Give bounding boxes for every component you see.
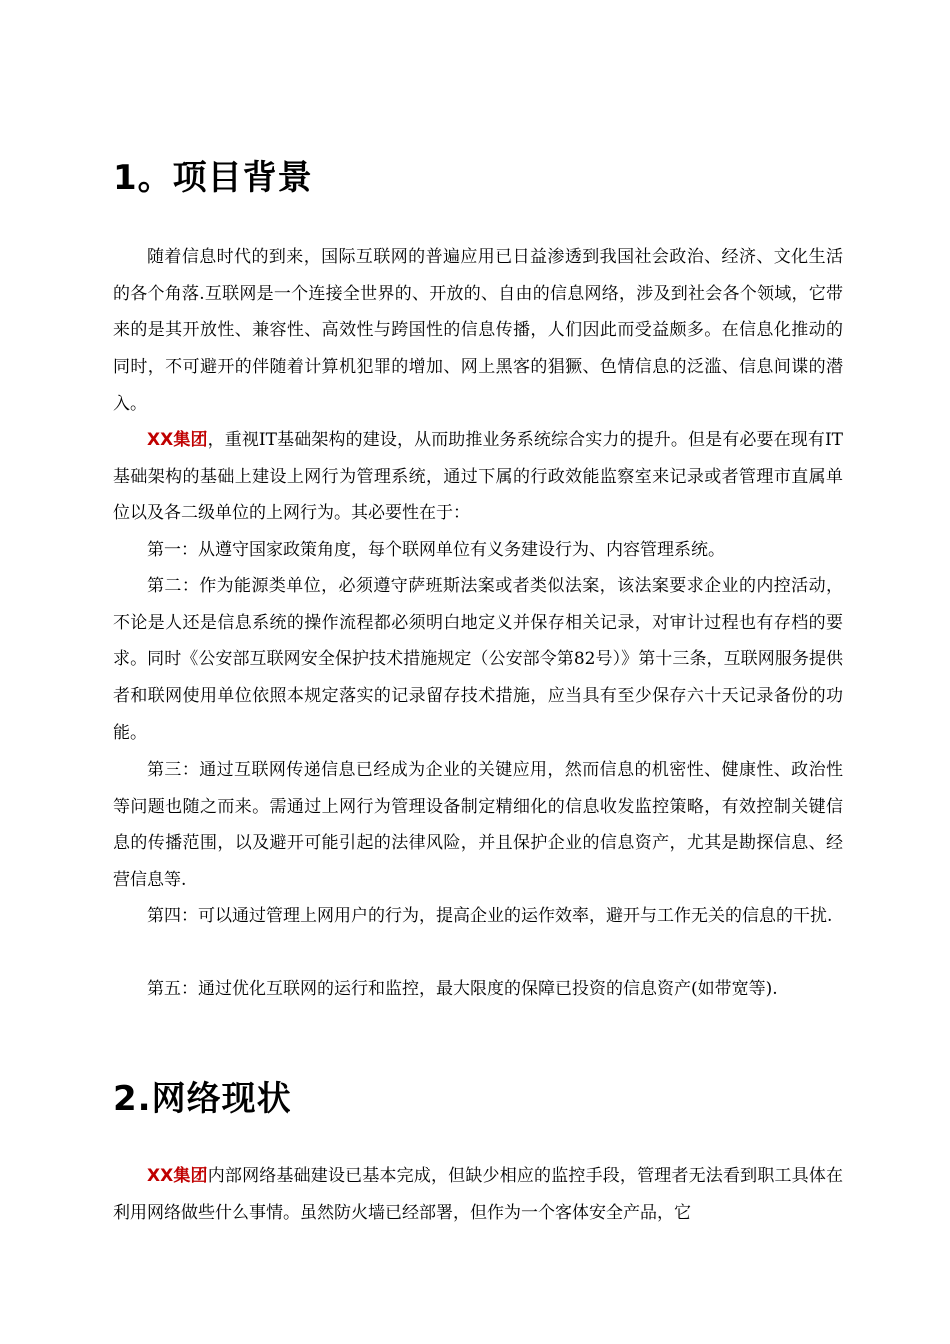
section-1-intro-paragraph: 随着信息时代的到来，国际互联网的普遍应用已日益渗透到我国社会政治、经济、文化生活的各个角落.互联网是一个连接全世界的、开放的、自由的信息网络，涉及到社会各个领域，它带来的是其开放性、兼容性、高效性与跨国性的信息传播，人们因此而受益颇多。在信息化推动的同时，不可避开的伴随着计算机犯罪的增加、网上黑客的猖獗、色情信息的泛滥、信息间谍的潜入。 — [113, 247, 843, 414]
section-2-heading: 2.网络现状 — [113, 1079, 292, 1119]
point-third: 第三：通过互联网传递信息已经成为企业的关键应用，然而信息的机密性、健康性、政治性等问题也随之而来。需通过上网行为管理设备制定精细化的信息收发监控策略，有效控制关键信息的传播范围，以及避开可能引起的法律风险，并且保护企业的信息资产，尤其是勘探信息、经营信息等. — [113, 760, 843, 891]
point-second: 第二：作为能源类单位，必须遵守萨班斯法案或者类似法案，该法案要求企业的内控活动，不论是人还是信息系统的操作流程都必须明白地定义并保存相关记录，对审计过程也有存档的要求。同时《公安部互联网安全保护技术措施规定（公安部令第82号）》第十三条，互联网服务提供者和联网使用单位依照本规定落实的记录留存技术措施，应当具有至少保存六十天记录备份的功能。 — [113, 576, 843, 743]
point-fifth: 第五：通过优化互联网的运行和监控，最大限度的保障已投资的信息资产(如带宽等). — [147, 979, 778, 999]
section-2-paragraph-text: 内部网络基础建设已基本完成，但缺少相应的监控手段，管理者无法看到职工具体在利用网络做些什么事情。虽然防火墙已经部署，但作为一个客体安全产品，它 — [113, 1166, 844, 1223]
point-first: 第一：从遵守国家政策角度，每个联网单位有义务建设行为、内容管理系统。 — [147, 540, 725, 560]
company-name-highlight: XX集团 — [147, 1166, 208, 1186]
company-name-highlight: XX集团 — [147, 430, 208, 450]
point-fourth: 第四：可以通过管理上网用户的行为，提高企业的运作效率，避开与工作无关的信息的干扰. — [147, 906, 833, 926]
section-1-heading: 1。项目背景 — [113, 158, 313, 198]
section-1-company-paragraph — [113, 422, 843, 532]
company-paragraph-text: ，重视IT基础架构的建设，从而助推业务系统综合实力的提升。但是有必要在现有IT基础架构的基础上建设上网行为管理系统，通过下属的行政效能监察室来记录或者管理市直属单位以及各二级单位的上网行为。其必要性在于： — [113, 430, 843, 524]
section-2-paragraph — [113, 1158, 843, 1231]
